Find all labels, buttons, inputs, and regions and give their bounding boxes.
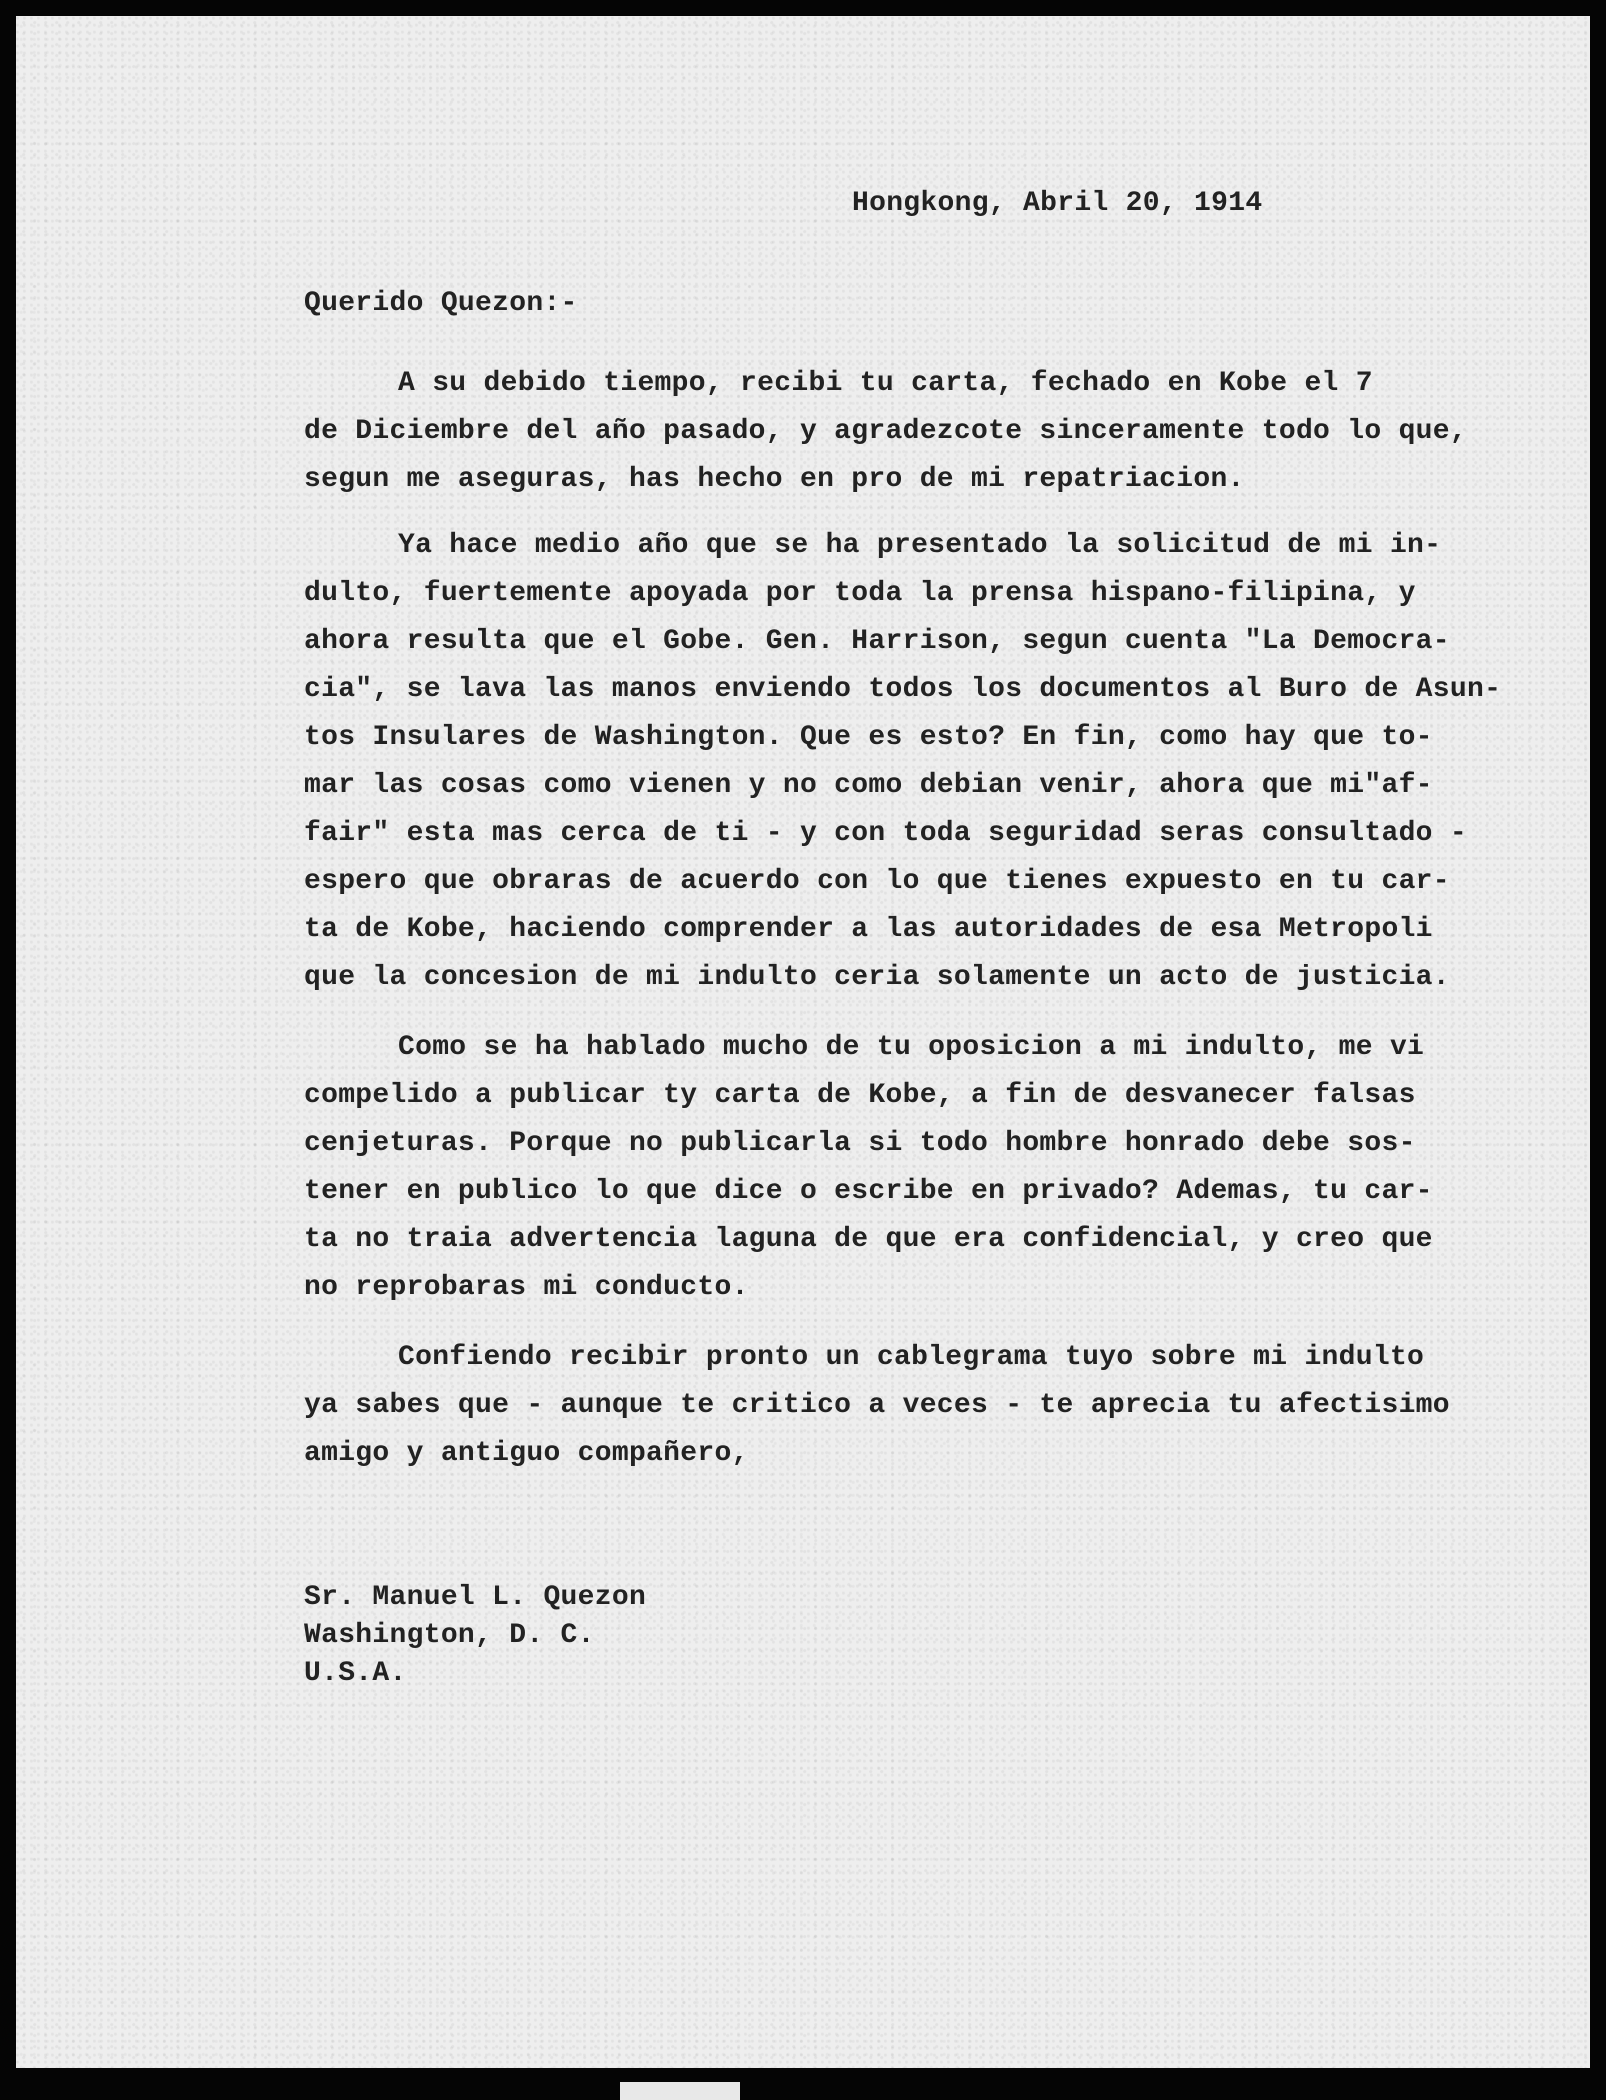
paragraph-3-line-2: compelido a publicar ty carta de Kobe, a fin de desvanecer falsas xyxy=(304,1080,1416,1111)
address-line-2: Washington, D. C. xyxy=(304,1620,595,1651)
paragraph-1-line-1: A su debido tiempo, recibi tu carta, fechado en Kobe el 7 xyxy=(398,368,1373,399)
paragraph-2-line-2: dulto, fuertemente apoyada por toda la prensa hispano-filipina, y xyxy=(304,578,1416,609)
paragraph-3-line-1: Como se ha hablado mucho de tu oposicion a mi indulto, me vi xyxy=(398,1032,1425,1063)
scan-edge-tab xyxy=(620,2082,740,2100)
paragraph-2-line-3: ahora resulta que el Gobe. Gen. Harrison, segun cuenta "La Democra- xyxy=(304,626,1450,657)
address-line-1: Sr. Manuel L. Quezon xyxy=(304,1582,647,1613)
paragraph-2-line-4: cia", se lava las manos enviendo todos los documentos al Buro de Asun- xyxy=(304,674,1502,705)
paragraph-4-line-3: amigo y antiguo compañero, xyxy=(304,1438,749,1469)
paragraph-2-line-7: fair" esta mas cerca de ti - y con toda seguridad seras consultado - xyxy=(304,818,1467,849)
paragraph-2-line-5: tos Insulares de Washington. Que es esto? En fin, como hay que to- xyxy=(304,722,1433,753)
letter-page xyxy=(16,16,1590,2068)
letter-date: Hongkong, Abril 20, 1914 xyxy=(852,188,1263,219)
paragraph-2-line-9: ta de Kobe, haciendo comprender a las autoridades de esa Metropoli xyxy=(304,914,1433,945)
paragraph-4-line-1: Confiendo recibir pronto un cablegrama tuyo sobre mi indulto xyxy=(398,1342,1425,1373)
paragraph-2-line-1: Ya hace medio año que se ha presentado la solicitud de mi in- xyxy=(398,530,1442,561)
paragraph-3-line-3: cenjeturas. Porque no publicarla si todo hombre honrado debe sos- xyxy=(304,1128,1416,1159)
paragraph-1-line-2: de Diciembre del año pasado, y agradezcote sinceramente todo lo que, xyxy=(304,416,1467,447)
paragraph-2-line-6: mar las cosas como vienen y no como debian venir, ahora que mi"af- xyxy=(304,770,1433,801)
address-line-3: U.S.A. xyxy=(304,1658,407,1689)
paragraph-4-line-2: ya sabes que - aunque te critico a veces - te aprecia tu afectisimo xyxy=(304,1390,1450,1421)
paragraph-2-line-8: espero que obraras de acuerdo con lo que tienes expuesto en tu car- xyxy=(304,866,1450,897)
letter-salutation: Querido Quezon:- xyxy=(304,288,578,319)
paragraph-2-line-10: que la concesion de mi indulto ceria solamente un acto de justicia. xyxy=(304,962,1450,993)
paragraph-3-line-4: tener en publico lo que dice o escribe en privado? Ademas, tu car- xyxy=(304,1176,1433,1207)
paragraph-3-line-5: ta no traia advertencia laguna de que era confidencial, y creo que xyxy=(304,1224,1433,1255)
paragraph-1-line-3: segun me aseguras, has hecho en pro de mi repatriacion. xyxy=(304,464,1245,495)
paragraph-3-line-6: no reprobaras mi conducto. xyxy=(304,1272,749,1303)
